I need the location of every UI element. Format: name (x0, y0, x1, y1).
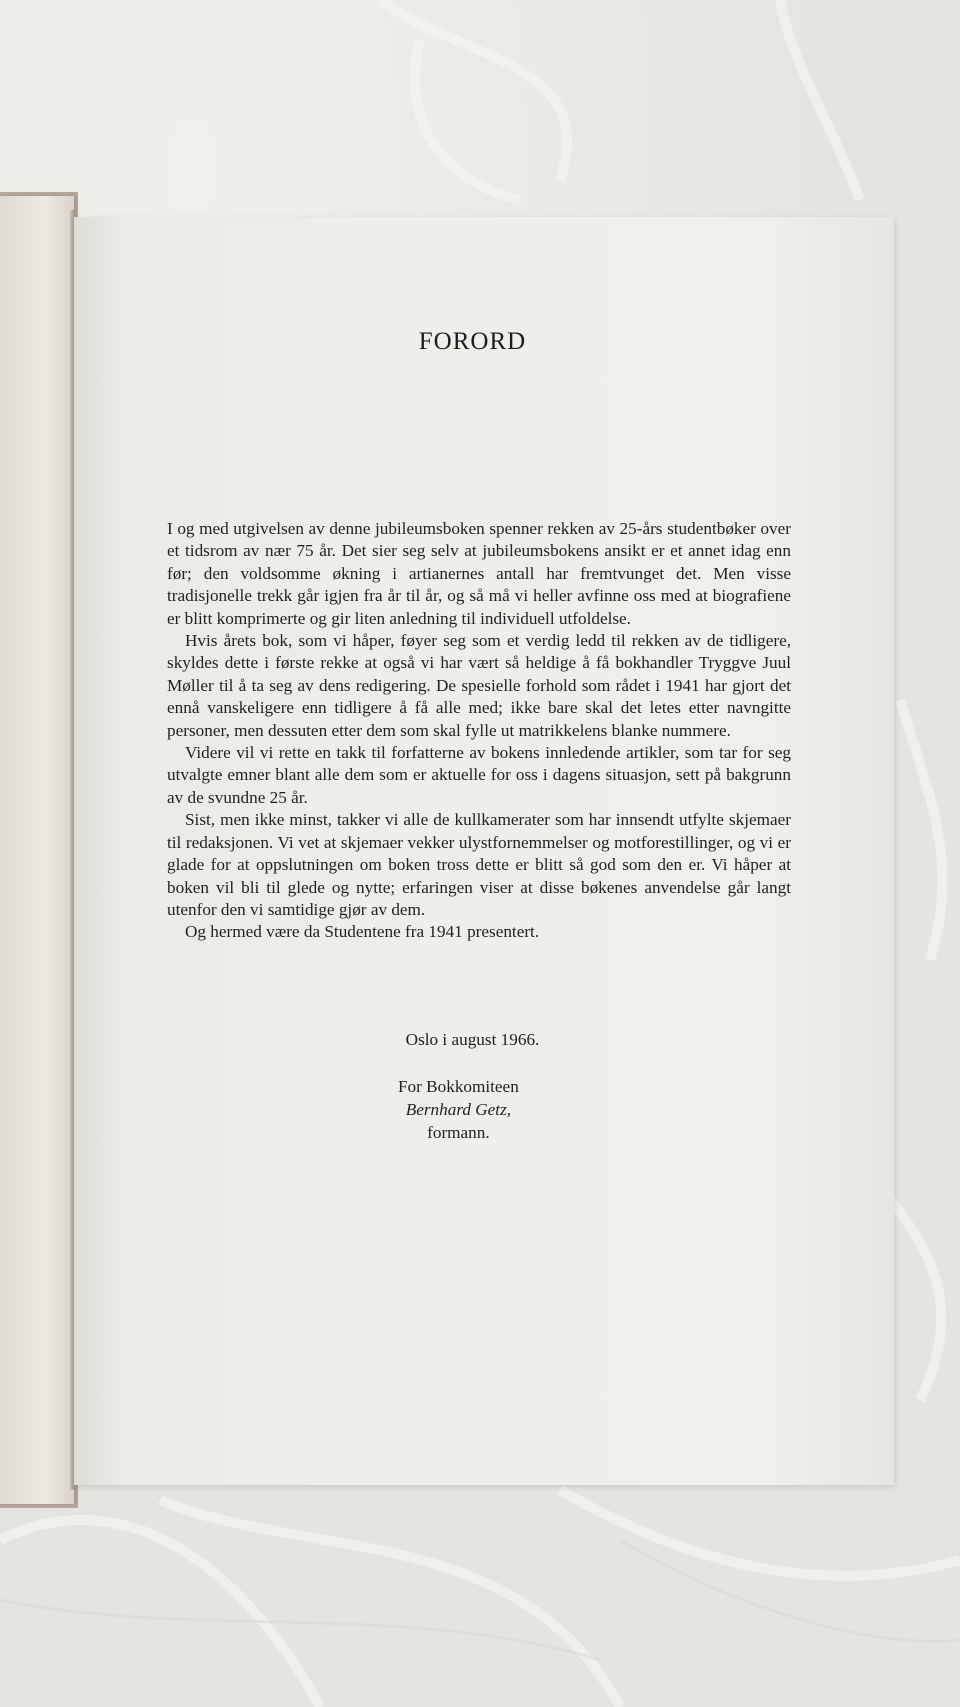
paragraph-5: Og hermed være da Studentene fra 1941 presentert. (185, 922, 540, 942)
preface-body (167, 518, 791, 944)
paragraph-1: I og med utgivelsen av denne jubileumsboken spenner rekken av 25-års studentbøker over et tidsrom av nær 75 år. Det sier seg selv at jubileumsbokens ansikt er et annet idag enn før; den voldsomme økning i artianernes antall har fremtvunget det. Men visse tradisjonelle trekk går igjen fra år til år, og så må vi heller avfinne oss med at biografiene er blitt komprimerte og gir liten anledning til individuell utfoldelse. (167, 519, 791, 628)
place-date: Oslo i august 1966. (405, 1030, 540, 1049)
paragraph-4: Sist, men ikke minst, takker vi alle de kullkamerater som har innsendt utfylte skjemaer til redaksjonen. Vi vet at skjemaer vekker ulystfornemmelser og motforestillinger, og vi er glade for at oppslutningen om boken tross dette er blitt så god som den er. Vi håper at boken vil bli til glede og nytte; erfaringen viser at disse bøkenes anvendelse går langt utenfor den vi samtidige gjør av dem. (167, 810, 791, 919)
paragraph-3: Videre vil vi rette en takk til forfatterne av bokens innledende artikler, som tar for seg utvalgte emner blant alle dem som er aktuelle for oss i dagens situasjon, sett på bakgrunn av de svundne 25 år. (167, 743, 791, 807)
page-title: FORORD (418, 328, 527, 355)
signature-block (398, 1075, 519, 1144)
signature-committee: For Bokkomiteen (398, 1077, 519, 1096)
paragraph-2: Hvis årets bok, som vi håper, føyer seg som et verdig ledd til rekken av de tidligere, skyldes dette i første rekke at også vi har vært så heldige å få bokhandler Tryggve Juul Møller til å ta seg av dens redigering. De spesielle forhold som rådet i 1941 har gjort det ennå vanskeligere enn tidligere å få alle med; ikke bare skal det letes etter navngitte personer, men dessuten etter dem som skal fylle ut matrikkelens blanke nummere. (167, 631, 791, 740)
signature-name: Bernhard Getz, (405, 1100, 512, 1119)
signature-role: formann. (427, 1123, 490, 1142)
left-page-edge (0, 196, 74, 1504)
